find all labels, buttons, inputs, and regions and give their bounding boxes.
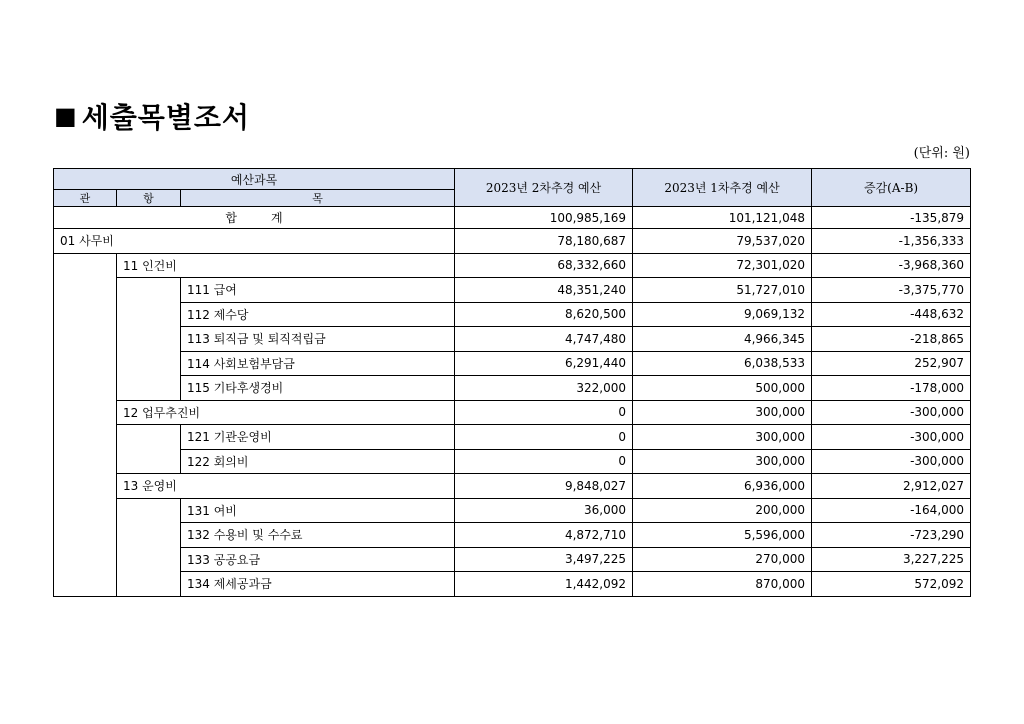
mok-label: 111 급여 [181,278,455,303]
unit-label: (단위: 원) [913,146,970,161]
mok-col1: 4,747,480 [455,327,633,352]
mok-label: 112 제수당 [181,302,455,327]
hang-label: 13 운영비 [117,474,455,499]
mok-col1: 4,872,710 [455,523,633,548]
mok-row [54,547,971,572]
hang-col1: 68,332,660 [455,253,633,278]
mok-row [54,425,971,450]
mok-col3: 3,227,225 [812,547,971,572]
mok-row [54,351,971,376]
mok-col1: 1,442,092 [455,572,633,597]
mok-col1: 6,291,440 [455,351,633,376]
hang-row [54,253,971,278]
mok-col2: 500,000 [633,376,812,401]
mok-row [54,302,971,327]
mok-col1: 322,000 [455,376,633,401]
hang-blank-cell [117,425,181,474]
header-col-difference: 증감(A-B) [812,169,971,207]
mok-col1: 48,351,240 [455,278,633,303]
budget-table-body [54,207,971,597]
total-col2: 101,121,048 [633,207,812,229]
mok-col2: 9,069,132 [633,302,812,327]
header-col-1st-supplementary: 2023년 1차추경 예산 [633,169,812,207]
mok-col1: 36,000 [455,498,633,523]
hang-row [54,400,971,425]
header-budget-subject: 예산과목 [54,169,455,190]
mok-col2: 51,727,010 [633,278,812,303]
hang-label: 12 업무추진비 [117,400,455,425]
hang-col1: 9,848,027 [455,474,633,499]
mok-col2: 4,966,345 [633,327,812,352]
total-col1: 100,985,169 [455,207,633,229]
budget-table [53,168,971,597]
gwan-label: 01 사무비 [54,229,455,254]
page-title [54,98,250,134]
hang-blank-cell [117,498,181,596]
mok-col1: 3,497,225 [455,547,633,572]
header-gwan: 관 [54,190,117,207]
total-row [54,207,971,229]
mok-row [54,327,971,352]
hang-col3: -300,000 [812,400,971,425]
mok-col3: -300,000 [812,425,971,450]
mok-col2: 300,000 [633,449,812,474]
mok-col3: -3,375,770 [812,278,971,303]
gwan-blank-cell [54,253,117,596]
mok-col3: -178,000 [812,376,971,401]
mok-row [54,449,971,474]
mok-col3: -218,865 [812,327,971,352]
mok-col2: 270,000 [633,547,812,572]
mok-label: 122 회의비 [181,449,455,474]
mok-row [54,572,971,597]
header-hang: 항 [117,190,181,207]
mok-col1: 8,620,500 [455,302,633,327]
mok-col3: 252,907 [812,351,971,376]
mok-label: 121 기관운영비 [181,425,455,450]
mok-row [54,278,971,303]
mok-col3: -723,290 [812,523,971,548]
hang-row [54,474,971,499]
mok-label: 114 사회보험부담금 [181,351,455,376]
mok-col2: 300,000 [633,425,812,450]
mok-label: 133 공공요금 [181,547,455,572]
header-col-2nd-supplementary: 2023년 2차추경 예산 [455,169,633,207]
mok-col3: -448,632 [812,302,971,327]
hang-col1: 0 [455,400,633,425]
mok-label: 131 여비 [181,498,455,523]
hang-label: 11 인건비 [117,253,455,278]
gwan-col2: 79,537,020 [633,229,812,254]
hang-col2: 72,301,020 [633,253,812,278]
gwan-col1: 78,180,687 [455,229,633,254]
mok-col1: 0 [455,449,633,474]
mok-col2: 200,000 [633,498,812,523]
gwan-row [54,229,971,254]
hang-blank-cell [117,278,181,401]
mok-col2: 6,038,533 [633,351,812,376]
mok-label: 132 수용비 및 수수료 [181,523,455,548]
mok-col3: -164,000 [812,498,971,523]
mok-label: 113 퇴직금 및 퇴직적립금 [181,327,455,352]
mok-col2: 870,000 [633,572,812,597]
mok-label: 134 제세공과금 [181,572,455,597]
mok-col1: 0 [455,425,633,450]
mok-row [54,376,971,401]
mok-row [54,498,971,523]
gwan-col3: -1,356,333 [812,229,971,254]
hang-col2: 6,936,000 [633,474,812,499]
mok-col2: 5,596,000 [633,523,812,548]
square-icon: ■ [54,102,78,130]
hang-col3: -3,968,360 [812,253,971,278]
hang-col3: 2,912,027 [812,474,971,499]
hang-col2: 300,000 [633,400,812,425]
mok-col3: 572,092 [812,572,971,597]
page-title-text: 세출목별조서 [81,101,250,134]
mok-col3: -300,000 [812,449,971,474]
mok-label: 115 기타후생경비 [181,376,455,401]
total-label: 합계 [54,207,455,229]
header-mok: 목 [181,190,455,207]
mok-row [54,523,971,548]
total-col3: -135,879 [812,207,971,229]
